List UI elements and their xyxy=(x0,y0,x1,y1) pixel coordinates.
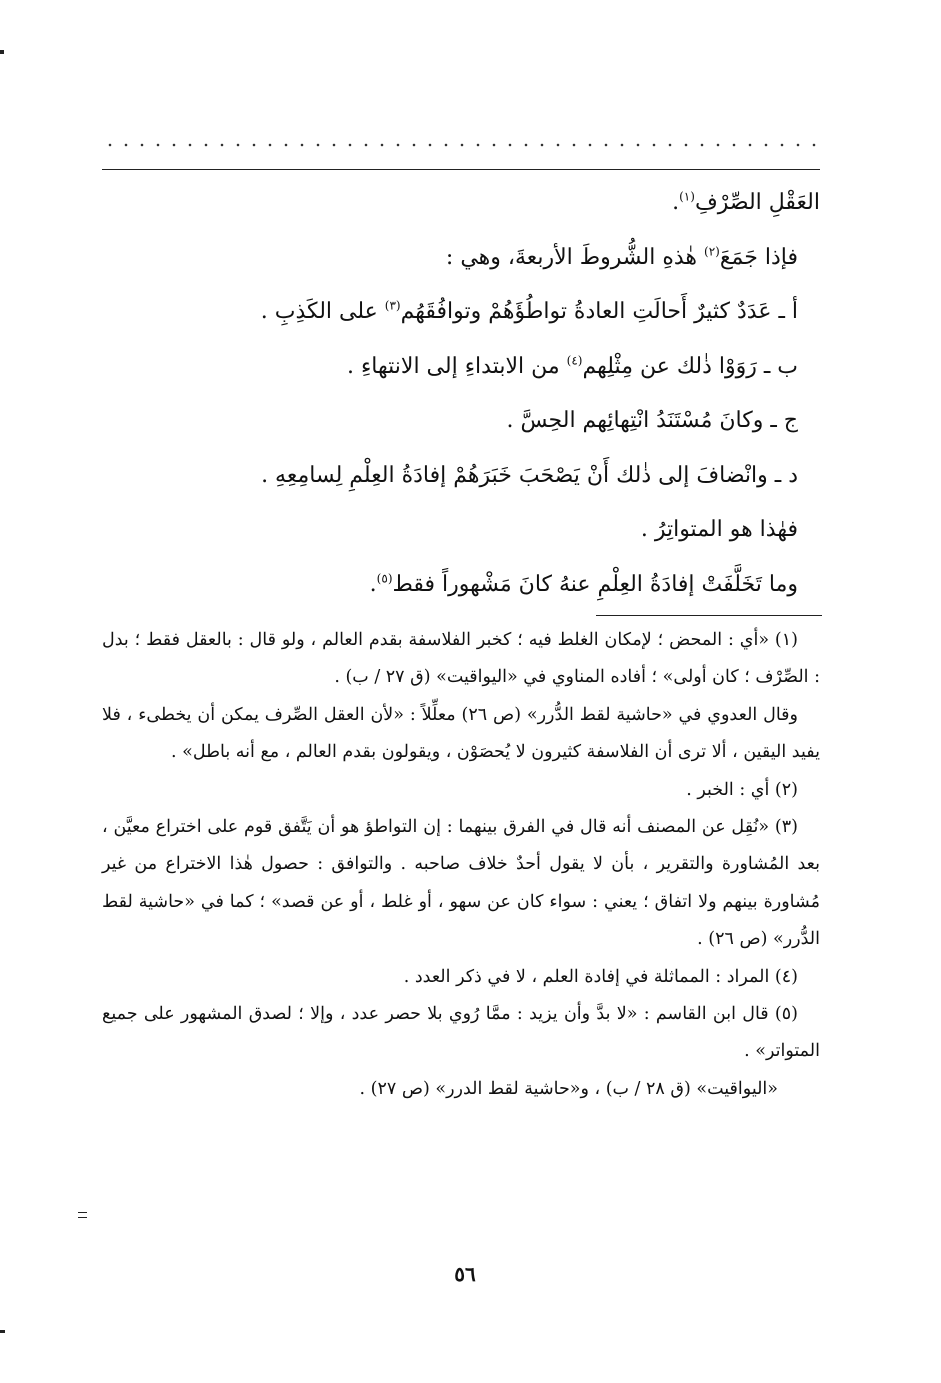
scan-speck xyxy=(78,1212,87,1213)
main-line-3: أ ـ عَدَدٌ كثيرٌ أَحالَتِ العادةُ تواطُؤَهُمْ وتوافُقَهُم$^{(٣)}$ على الكَذِبِ . xyxy=(260,298,798,324)
page-number: ٥٦ xyxy=(454,1262,476,1286)
scan-speck xyxy=(0,1330,5,1333)
main-line-1: العَقْلِ الصِّرْفِ$^{(١)}$. xyxy=(672,189,820,215)
main-line-7: فهٰذا هو المتواتِرُ . xyxy=(640,517,798,542)
main-line-8: وما تَخَلَّفَتْ إفادَةُ العِلْمِ عنهُ كانَ مَشْهوراً فقط$^{(٥)}$. xyxy=(369,571,798,597)
footnote-ref-4[interactable]: (٤) xyxy=(566,353,583,368)
main-line-4: ب ـ رَوَوْا ذٰلك عن مِثْلِهم$^{(٤)}$ من الابتداءِ إلى الانتهاءِ . xyxy=(346,353,798,379)
footnote-ref-1[interactable]: (١) xyxy=(679,189,695,204)
main-line-5: ج ـ وكانَ مُسْتَنَدُ انْتِهائِهم الحِسَّ . xyxy=(506,408,798,433)
footnote-ref-5[interactable]: (٥) xyxy=(376,571,393,586)
main-line-6: د ـ وانْضافَ إلى ذٰلك أَنْ يَصْحَبَ خَبَرَهُمْ إفادَةُ العِلْمِ لِسامِعِهِ . xyxy=(261,462,798,488)
header-dotted-line xyxy=(102,138,822,152)
footnote-ref-2[interactable]: (٢) xyxy=(704,244,720,259)
footnote-1: (١) «أي : المحض ؛ لإمكان الغلط فيه ؛ كخبر الفلاسفة بقدم العالم ، ولو قال : بالعقل فقط ؛ بدل : الصِّرْف ؛ كان أولى» ؛ أفاده المناوي في «اليواقيت» (ق ٢٧ / ب) . xyxy=(102,630,820,688)
footnote-2: (٢) أي : الخبر . xyxy=(686,779,798,800)
footnote-5-continued: «اليواقيت» (ق ٢٨ / ب) ، و«حاشية لقط الدرر» (ص ٢٧) . xyxy=(359,1078,778,1099)
scan-speck xyxy=(0,50,4,54)
footnote-3: (٣) «نُقِل عن المصنف أنه قال في الفرق بينهما : إن التواطؤ هو أن يَتَّفق قوم على اختراع معيَّن ، بعد المُشاورة والتقرير ، بأن لا يقول أحدٌ خلاف صاحبه . والتوافق : حصول هٰذا الاختراع من غير مُشاورة بينهم ولا اتفاق ؛ يعني : سواء كان عن سهو ، أو غلط ، أو عن قصد» ؛ كما في «حاشية لقط الدُّرر» (ص ٢٦) . xyxy=(102,817,820,950)
main-line-2: فإذا جَمَعَ$^{(٢)}$ هٰذهِ الشُّروطَ الأربعةَ، وهي : xyxy=(445,244,798,270)
footnote-1-continued: وقال العدوي في «حاشية لقط الدُّرر» (ص ٢٦) معلِّلاً : «لأن العقل الصِّرف يمكن أن يخطىء ، فلا يفيد اليقين ، ألا ترى أن الفلاسفة كثيرون لا يُحصَوْن ، ويقولون بقدم العالم ، مع أنه باطل» . xyxy=(102,704,820,763)
scan-speck xyxy=(78,1217,87,1218)
footnote-4: (٤) المراد : المماثلة في إفادة العلم ، لا في ذكر العدد . xyxy=(403,966,798,987)
footnotes xyxy=(102,622,820,1108)
header-rule xyxy=(102,169,820,170)
footnote-separator xyxy=(596,615,822,616)
main-text xyxy=(180,176,820,612)
footnote-ref-3[interactable]: (٣) xyxy=(384,298,401,313)
footnote-5: (٥) قال ابن القاسم : «لا بدَّ وأن يزيد : ممَّا رُوي بلا حصر عدد ، وإلا ؛ لصدق المشهور على جميع المتواتر» . xyxy=(102,1004,820,1062)
